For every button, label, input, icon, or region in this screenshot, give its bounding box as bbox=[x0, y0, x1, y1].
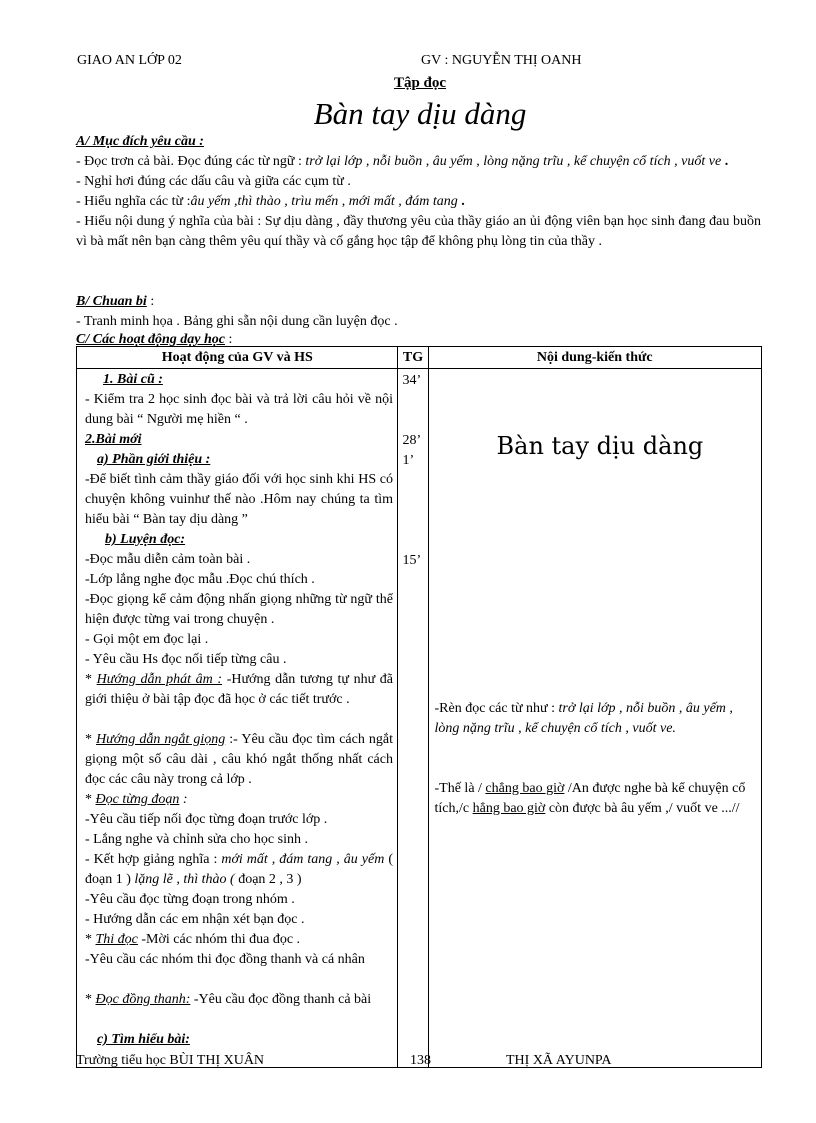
heading-gioi-thieu: a) Phần giới thiệu : bbox=[97, 452, 211, 467]
section-a-item: - Hiểu nghĩa các từ :âu yếm ,thì thào , trìu mến , mới mất , đám tang . bbox=[76, 194, 465, 209]
activities-cell bbox=[77, 369, 398, 1068]
heading-tim-hieu: c) Tìm hiểu bài: bbox=[97, 1032, 190, 1047]
text-line: -Đọc mẫu diễn cảm toàn bài . bbox=[85, 552, 251, 567]
content-para-2: -Thế là / chẳng bao giờ /An được nghe bà kể chuyện cổ tích,/c hẳng bao giờ còn được bà âu yếm ,/ vuốt ve ...// bbox=[434, 781, 746, 816]
table-header-content: Nội dung-kiến thức bbox=[428, 347, 762, 369]
heading-bai-moi: 2.Bài mới bbox=[85, 432, 142, 447]
table-header-time: TG bbox=[398, 347, 428, 369]
footer-town: THỊ XÃ AYUNPA bbox=[506, 1053, 612, 1068]
text-line: -Đọc giọng kể cảm động nhấn giọng những từ ngữ thể hiện được từng vai trong chuyện . bbox=[85, 592, 393, 627]
section-a-item: - Đọc trơn cả bài. Đọc đúng các từ ngữ : trở lại lớp , nỗi buồn , âu yếm , lòng nặng trĩu , kể chuyện cổ tích , vuốt ve . bbox=[76, 154, 729, 169]
time-value: 1’ bbox=[402, 453, 415, 468]
heading-bai-cu: 1. Bài cũ : bbox=[103, 372, 163, 387]
footer-school: Trường tiểu học BÙI THỊ XUÂN bbox=[76, 1053, 265, 1068]
section-b: B/ Chuan bi : - Tranh minh họa . Bảng ghi sẵn nội dung cần luyện đọc . bbox=[76, 292, 761, 332]
text-line: - Lắng nghe và chỉnh sửa cho học sinh . bbox=[85, 832, 308, 847]
content-title: Bàn tay dịu dàng bbox=[496, 432, 704, 460]
content-para-1: -Rèn đọc các từ như : trở lại lớp , nỗi buồn , âu yếm , lòng nặng trĩu , kể chuyện cổ tích , vuốt ve. bbox=[434, 701, 733, 736]
lesson-title: Bàn tay dịu dàng bbox=[313, 96, 527, 131]
footer-page-number: 138 bbox=[410, 1053, 431, 1068]
section-b-label: B/ Chuan bi bbox=[76, 294, 147, 309]
section-b-item: - Tranh minh họa . Bảng ghi sẵn nội dung cần luyện đọc . bbox=[76, 314, 398, 329]
table-header-activities: Hoạt động của GV và HS bbox=[77, 347, 398, 369]
text-line: * Hướng dẫn ngắt giọng :- Yêu cầu đọc tìm cách ngắt giọng một số câu dài , câu khó ngắt thống nhất cách đọc các câu này trong cả lớp . bbox=[85, 732, 393, 787]
section-c-label: C/ Các hoạt động dạy học bbox=[76, 332, 225, 347]
text-line: * Đọc từng đoạn : bbox=[85, 792, 188, 807]
time-value: 15’ bbox=[402, 553, 422, 568]
section-a-item: - Nghỉ hơi đúng các dấu câu và giữa các cụm từ . bbox=[76, 174, 351, 189]
text-line: * Đọc đồng thanh: -Yêu cầu đọc đồng thanh cả bài bbox=[85, 992, 372, 1007]
text-line: * Hướng dẫn phát âm : -Hướng dẫn tương tự như đã giới thiệu ở bài tập đọc đã học ở các tiết trước . bbox=[85, 672, 394, 707]
header-right: GV : NGUYỄN THỊ OANH bbox=[421, 53, 582, 68]
header-left: GIAO AN LỚP 02 bbox=[77, 53, 182, 68]
subject-heading: Tập đọc bbox=[393, 75, 447, 91]
text-line: - Hướng dẫn các em nhận xét bạn đọc . bbox=[85, 912, 305, 927]
time-value: 34’ bbox=[402, 373, 422, 388]
section-a bbox=[76, 132, 761, 252]
text-line: - Kiểm tra 2 học sinh đọc bài và trả lời câu hỏi về nội dung bài “ Người mẹ hiền “ . bbox=[85, 392, 393, 427]
section-c: C/ Các hoạt động dạy học : bbox=[76, 332, 233, 347]
heading-luyen-doc: b) Luyện đọc: bbox=[105, 532, 186, 547]
section-a-label: A/ Mục đích yêu cầu : bbox=[76, 134, 204, 149]
text-line: -Để biết tình cảm thầy giáo đối với học sinh khi HS có chuyện không vuinhư thế nào .Hôm nay chúng ta tìm hiểu bài “ Bàn tay dịu dàng ” bbox=[85, 472, 393, 527]
text-line: - Kết hợp giảng nghĩa : mới mất , đám tang , âu yếm ( đoạn 1 ) lặng lẽ , thì thào ( đoạn 2 , 3 ) bbox=[85, 852, 393, 887]
text-line: - Yêu cầu Hs đọc nối tiếp từng câu . bbox=[85, 652, 287, 667]
content-cell bbox=[428, 369, 762, 1068]
text-line: -Yêu cầu các nhóm thi đọc đồng thanh và cá nhân bbox=[85, 952, 365, 967]
text-line: * Thi đọc -Mời các nhóm thi đua đọc . bbox=[85, 932, 301, 947]
text-line: - Gọi một em đọc lại . bbox=[85, 632, 209, 647]
time-value: 28’ bbox=[402, 433, 422, 448]
time-cell bbox=[398, 369, 428, 1068]
section-a-item: - Hiểu nội dung ý nghĩa của bài : Sự dịu dàng , đầy thương yêu của thầy giáo an ủi động viên bạn học sinh đang đau buồn vì bà mất nên bạn càng thêm yêu quí thầy và cố gắng học tập để không phụ lòng tin của thầy . bbox=[76, 214, 761, 249]
text-line: -Lớp lắng nghe đọc mẫu .Đọc chú thích . bbox=[85, 572, 315, 587]
text-line: -Yêu cầu tiếp nối đọc từng đoạn trước lớp . bbox=[85, 812, 328, 827]
text-line: -Yêu cầu đọc từng đoạn trong nhóm . bbox=[85, 892, 295, 907]
activity-table bbox=[76, 346, 762, 1068]
